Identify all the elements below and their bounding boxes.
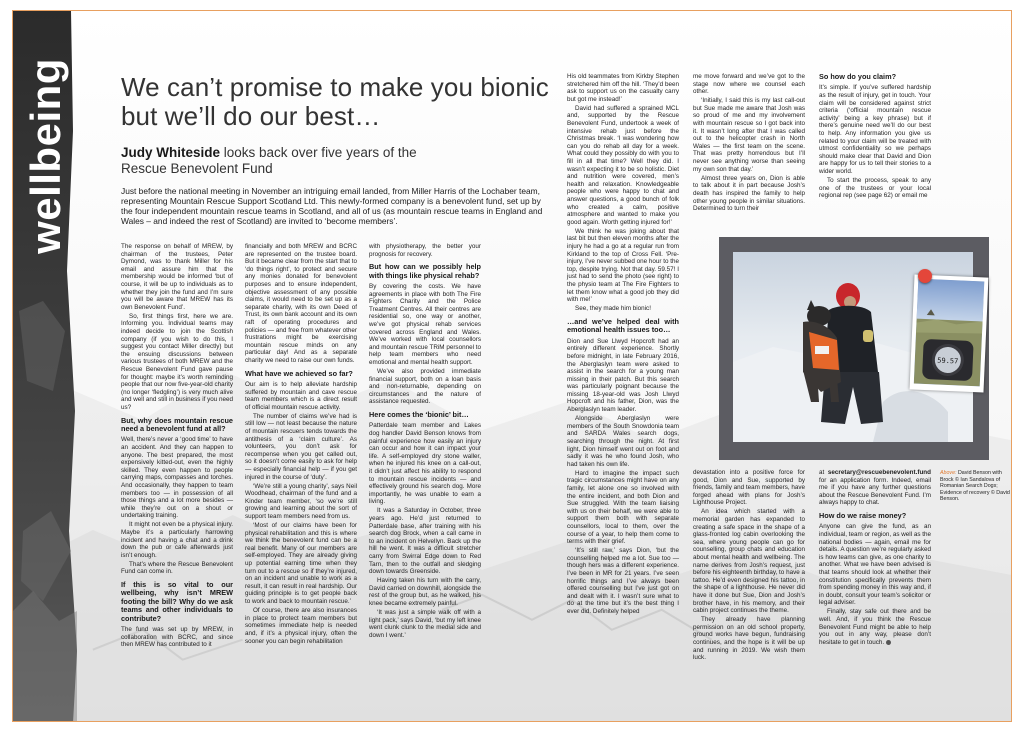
paragraph: Well, there’s never a ‘good time’ to have an accident. And they can happen to anyone. The best prepared, the most expensively kitted-out, even the highly skilled. They even happen to people carrying maps, compasses and torches. And occasionally, they happen to team members too — in possession of all those things and a lot more besides — while they’re out on a shout or undertaking training. bbox=[121, 436, 233, 520]
paragraph: ‘It was just a simple walk off with a light pack,’ says David, ‘but my left knee went clunk clunk to the medial side and down I went.’ bbox=[369, 609, 481, 639]
column-5-top bbox=[693, 73, 805, 214]
photo-caption bbox=[940, 470, 1010, 503]
photo-polaroid bbox=[910, 274, 989, 392]
watch-summit-image bbox=[914, 279, 985, 387]
paragraph: David had suffered a sprained MCL and, supported by the Rescue Benevolent Fund, undertook a week of intensive rehab just before the Christmas break. ‘I was wondering how can you do rehab all day for a week. What could they possibly do with you to fill in all that time? Well they did. I wasn’t expecting it to be so holistic. Diet and nutrition were covered, men’s health and relaxation. Knowledgeable people who were happy to chat and answer questions, a good bunch of folk who created a calm, positive atmosphere and wanted to make you good again. Worth getting injured for!’ bbox=[567, 104, 679, 226]
subheading: But how can we possibly help with things like physical rehab? bbox=[369, 262, 481, 280]
paragraph: They already have planning permission on an old school property, ground works have begun, fundraising continues, and the hope is it will be up and running in 2019. We wish them luck. bbox=[693, 616, 805, 662]
paragraph: devastation into a positive force for good, Dion and Sue, supported by friends, family and team members, have forged ahead with plans for Josh’s Lighthouse Project. bbox=[693, 469, 805, 507]
paragraph bbox=[819, 469, 931, 507]
paragraph: We think he was joking about that last bit but then eleven months after the injury he had a go at a regular run from Kirkland to the top of Cross Fell. ‘Pre-injury, I’ve never subbed one hour to the top, despite trying. Not that day. 59.57! I just had to send the photo (see right) to the physio team at The Fire Fighters to let them know what a good job they did with me!’ bbox=[567, 227, 679, 304]
paragraph: Our aim is to help alleviate hardship suffered by mountain and cave rescue team members which is a direct result of official mountain rescue activity. bbox=[245, 380, 357, 411]
paragraph: financially and both MREW and BCRC are represented on the trustee board. But it became clear from the start that to ‘do things right’, to protect and secure any monies donated for benevolent purposes and to ensure independent, objective assessment of any possible claims, it would need to be set up as a separate charity, with its own Deed of Trust, its own bank account and its own raft of operating procedures and policies — and free from whatever other frustrations might be exercising mountain rescue minds on any particular day! And as a separate charity we need to raise our own funds. bbox=[245, 243, 357, 364]
caption-text: David Benson with Brock © Ian Sandalova of Romanian Search Dogs; Evidence of recovery © David Benson. bbox=[940, 470, 1010, 503]
column-3 bbox=[369, 243, 481, 641]
end-mark-icon bbox=[886, 640, 891, 645]
paragraph: That’s where the Rescue Benevolent Fund can come in. bbox=[121, 560, 233, 576]
column-4 bbox=[567, 73, 679, 617]
column-2 bbox=[245, 243, 357, 647]
photo-watch-on-summit bbox=[914, 279, 985, 387]
column-6-bottom bbox=[819, 469, 931, 648]
article-byline bbox=[121, 145, 451, 177]
paragraph: with physiotherapy, the better your prognosis for recovery. bbox=[369, 243, 481, 258]
paragraph: ‘It’s still raw,’ says Dion, ‘but the counselling helped me a lot. Sue too — though hers was a different experience. I’ve been in MR for 21 years. I’ve seen horrific things and I’ve always been offered counselling but I’ve just got on and dealt with it. I wasn’t sure what to do at the time but it’s the best thing I ever did. Definitely helped bbox=[567, 547, 679, 615]
paragraph: Almost three years on, Dion is able to talk about it in part because Josh’s death has inspired the family to help other young people in similar situations. Determined to turn their bbox=[693, 174, 805, 213]
paragraph: An idea which started with a memorial garden has expanded to creating a safe space in the shape of a glass-fronted log cabin overlooking the sea, where young people can go for counselling, group chats and education about mental health and wellbeing. The name derives from Josh’s request, just before his eighteenth birthday, to have a tattoo. He’d even designed his tattoo, in the shape of a lighthouse. He never did have it done but Sue, Dion and Josh’s brother have, in his memory, and their cabin project continues the theme. bbox=[693, 508, 805, 615]
email-prefix: at bbox=[819, 469, 828, 476]
paragraph: To start the process, speak to any one of the trustees or your local regional rep (see page 62) or email me bbox=[819, 177, 931, 200]
email-link[interactable]: secretary@rescuebenevolent.fund bbox=[827, 469, 931, 476]
article-intro: Just before the national meeting in November an intriguing email landed, from Miller Harris of the Lochaber team, representing Mountain Rescue Support Scotland Ltd. This newly-formed company is a benevolent fund, set up by the four independent mountain rescue teams in Scotland, and all of us (as mountain rescue teams in England and Wales – and indeed the rest of Scotland) are invited to ‘become members’. bbox=[121, 186, 543, 227]
paragraph: me move forward and we’ve got to the stage now where we counsel each other. bbox=[693, 73, 805, 96]
paragraph: ‘Most of our claims have been for physical rehabilitation and this is where we think the benevolent fund can be a real benefit. Many of our members are self-employed. They are already giving up potential earning time when they turn out to a rescue so if they’re injured, on an incident and unable to work as a result, it can result in real hardship. Our guiding principle is to get people back to work and back to mountain rescue.’ bbox=[245, 522, 357, 606]
section-title: wellbeing bbox=[22, 58, 70, 254]
watch-display: 59.57 bbox=[937, 356, 959, 366]
paragraph: Dion and Sue Llwyd Hopcroft had an entirely different experience. Shortly before midnight, in late February 2016, the Aberglaslyn team were asked to assist in the search for a young man missing in their patch. But this search was particularly poignant because the missing 18-year-old was Josh Llwyd Hopcroft and his father, Dion, was the Aberglaslyn team leader. bbox=[567, 337, 679, 414]
article-headline: We can’t promise to make you bionic but we’ll do our best… bbox=[121, 72, 549, 131]
paragraph: The number of claims we’ve had is still low — not least because the nature of mountain rescuers tends towards the antithesis of a ‘claim culture’. As volunteers, you don’t ask for recompense when you get called out, so it doesn’t come easily to ask for help — especially financial help — if you get injured in the course of ‘duty’. bbox=[245, 412, 357, 481]
paragraph: Alongside Aberglaslyn were members of the South Snowdonia team and SARDA Wales search dogs, searching through the night. At first light, Dion himself went out on foot and sadly it was he who found Josh, who had taken his own life. bbox=[567, 415, 679, 468]
paragraph: It’s simple. If you’ve suffered hardship as the result of injury, get in touch. Your claim will be considered against strict criteria (‘official mountain rescue activity’ being a key phrase) but if there’s genuine need we’ll do our best to help. Any information you give us related to your claim will be treated with utmost confidentiality so we perhaps should make clear that David and Dion are happy for us to tell their stories to a wider world. bbox=[819, 84, 931, 175]
paragraph: See, they made him bionic! bbox=[575, 305, 651, 313]
paragraph: By covering the costs. We have agreements in place with both The Fire Fighters Charity and the Police Treatment Centres. All their centres are residential so, one way or another, we’ve got physical rehab services covered across England and Wales. We’ve worked with local counsellors and mountain rescue TRiM personnel to help team members who need emotional and mental health support. bbox=[369, 283, 481, 366]
column-1 bbox=[121, 243, 233, 650]
subheading: What have we achieved so far? bbox=[245, 368, 353, 378]
closing-text: Finally, stay safe out there and be well. And, if you think the Rescue Benevolent Fund might be able to help you out in any way, please don’t hesitate to get in touch. bbox=[819, 608, 931, 646]
paragraph: ‘We’re still a young charity’, says Neil Woodhead, chairman of the fund and a Kinder team member, ‘so we’re still growing and learning about the sort of support team members need from us. bbox=[245, 482, 357, 520]
paragraph bbox=[819, 608, 931, 646]
paragraph: We’ve also provided immediate financial support, both on a loan basis and non-returnable, depending on circumstances and the nature of assistance requested. bbox=[369, 368, 481, 406]
paragraph: Anyone can give the fund, as an individual, team or region, as well as the national bodies — again, email me for details. A question we’re regularly asked is how teams can give, as one charity to another. What we have been advised is that teams should look at whether their constitution specifically prevents them from spending money in this way and, if in doubt, consult your team’s solicitor or legal adviser. bbox=[819, 523, 932, 607]
paragraph: Patterdale team member and Lakes dog handler David Benson knows from painful experience how easily an injury can occur and how it can impact your life. A self-employed dry stone waller, when he injured his knee on a call-out, it didn’t just affect his ability to respond to mountain rescue incidents — and effectively ground his search dog. More importantly, he was unable to earn a living. bbox=[369, 422, 481, 506]
column-6-top bbox=[819, 73, 931, 201]
byline-text: looks back over five years of the Rescue Benevolent Fund bbox=[121, 145, 417, 176]
paragraph: Of course, there are also insurances in place to protect team members but sometimes immediate help is needed and, if it’s a physical injury, often the sooner you can begin rehabilitation bbox=[245, 607, 357, 645]
subheading: …and we’ve helped deal with emotional health issues too… bbox=[567, 316, 679, 335]
paragraph: So, first things first, here we are. Informing you. Individual teams may indeed decide to join the Scottish company (if you wish to do this, I suggest you contact Miller directly) but the ensuing discussions between various trustees of both MREW and the Rescue Benevolent Fund gave pause for thought: maybe it’s worth reminding people that our now five-year-old charity (no longer ‘fledgling’) is very much alive and well and still in business if you need us? bbox=[121, 312, 234, 411]
email-suffix: for an application form. Indeed, email me if you have any further questions about the Rescue Benevolent Fund. I’m always happy to chat. bbox=[819, 476, 931, 507]
section-sidebar bbox=[13, 11, 77, 722]
pin-icon bbox=[918, 269, 932, 283]
paragraph: His old teammates from Kirkby Stephen stretchered him off the hill. ‘They’d been ask to support us on the casualty carry but got me instead!’ bbox=[567, 73, 679, 103]
magazine-spread bbox=[12, 10, 1012, 722]
paragraph: It might not even be a physical injury. Maybe it’s a particularly harrowing incident and having a chat and a drink down the pub or cafe afterwards just isn’t enough. bbox=[121, 521, 233, 559]
paragraph: ‘Initially, I said this is my last call-out but Sue made me aware that Josh was so proud of me and my involvement with mountain rescue so I got back into it. It wasn’t long after that I was called out to the helicopter crash in North Wales — the first team on the scene. That was pretty horrendous but I’ll never see anything worse than seeing my own son that day.’ bbox=[693, 97, 805, 173]
subheading: How do we raise money? bbox=[819, 510, 907, 520]
subheading: Here comes the ‘bionic’ bit… bbox=[369, 410, 469, 419]
column-5-bottom bbox=[693, 469, 805, 663]
subheading: If this is so vital to our wellbeing, why isn’t MREW footing the bill? Why do we ask teams and other individuals to contribute? bbox=[121, 580, 233, 623]
byline-author: Judy Whiteside bbox=[121, 145, 221, 160]
subheading: So how do you claim? bbox=[819, 72, 897, 81]
caption-label: Above: bbox=[940, 470, 957, 476]
paragraph: It was a Saturday in October, three years ago. He’d just returned to Patterdale base, after training with his search dog Brock, when a call came in to an incident on Helvellyn. Back up the hill he went. It was a difficult stretcher carry from Swirral Edge down to Red Tarn, then to the outfall and sledging down towards Greenside. bbox=[369, 507, 481, 576]
paragraph: Hard to imagine the impact such tragic circumstances might have on any family, let alone one so involved with the entire incident, and both Dion and Sue struggled. With the team liaising with us on their behalf, we were able to support them both with separate counsellors, local to them, over the course of a year, to help them come to terms with their grief. bbox=[567, 469, 679, 546]
paragraph: The fund was set up by MREW, in collaboration with BCRC, and since then MREW has contributed to it bbox=[121, 626, 233, 649]
paragraph: Having taken his turn with the carry, David carried on downhill, alongside the rest of the group but, as he walked, his knee became extremely painful. bbox=[369, 577, 481, 608]
paragraph: The response on behalf of MREW, by chairman of the trustees, Peter Dymond, was to thank Miller for his email and assure him that the membership would be informed ‘but of course, it will be up to individuals as to whether they join the fund and I’m sure you will be aware that MREW has its own Benevolent Fund’. bbox=[121, 243, 233, 311]
subheading: But, why does mountain rescue need a benevolent fund at all? bbox=[121, 415, 233, 433]
